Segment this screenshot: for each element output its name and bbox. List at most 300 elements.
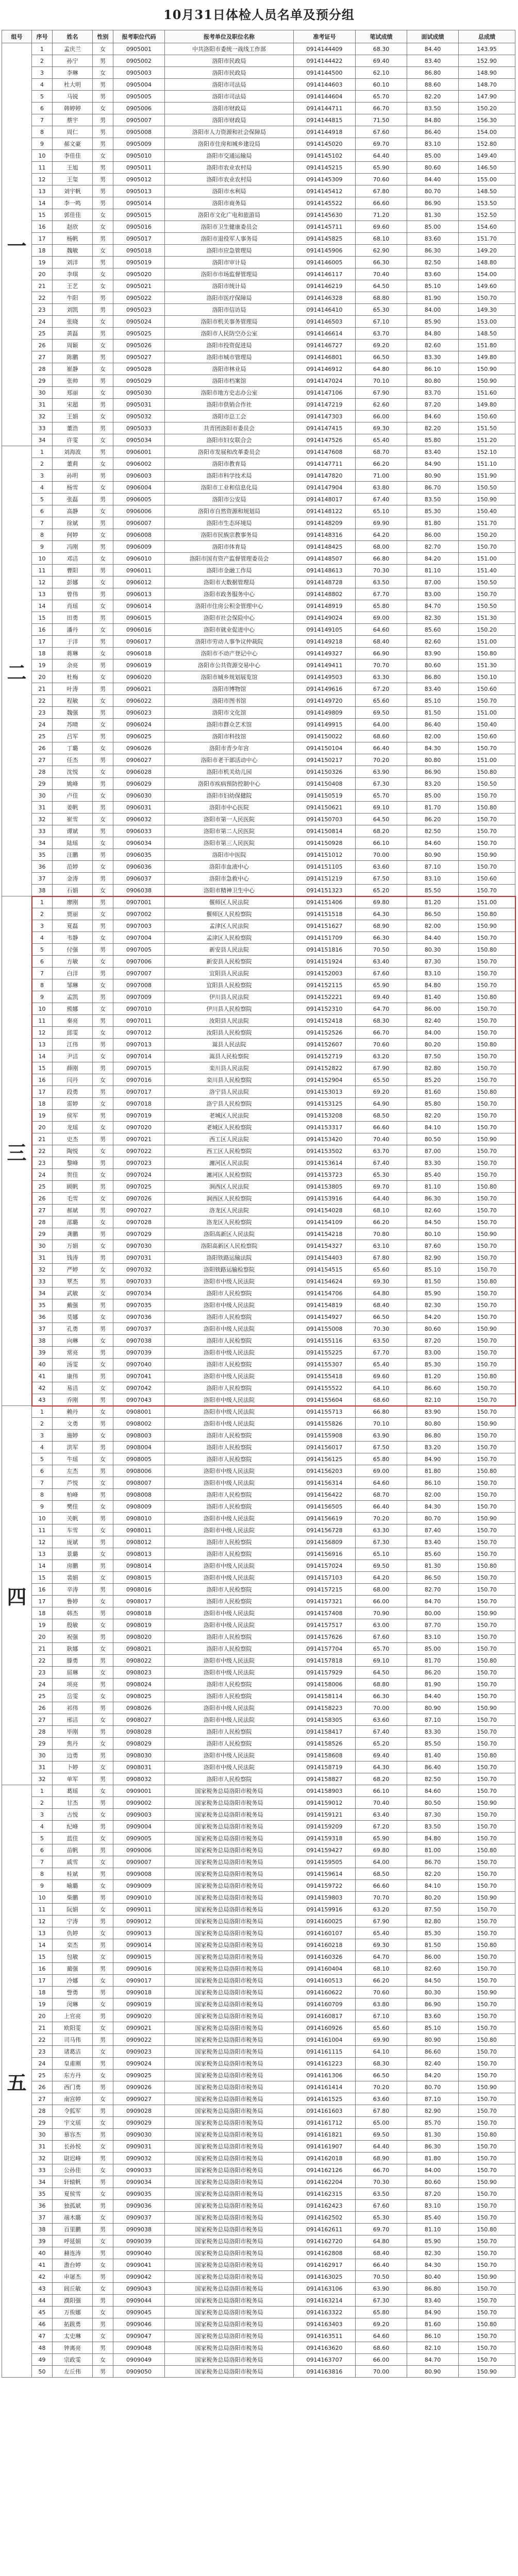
table-cell: 64.40 [356, 150, 407, 162]
table-cell: 13 [32, 1927, 53, 1939]
table-cell: 29 [32, 1738, 53, 1750]
table-cell: 150.90 [459, 1418, 515, 1430]
table-cell: 68.40 [356, 636, 407, 648]
table-row [2, 588, 515, 600]
table-row [2, 944, 515, 956]
table-cell: 70.50 [356, 2271, 407, 2283]
table-cell: 訾勇 [53, 1987, 93, 1998]
table-cell: 0914156505 [294, 1501, 356, 1513]
table-cell: 65.90 [356, 979, 407, 991]
table-cell: 85.50 [407, 885, 459, 896]
table-cell: 洛阳市信访局 [165, 304, 294, 316]
table-cell: 女 [93, 2354, 113, 2366]
table-cell: 孙明 [53, 470, 93, 482]
table-cell: 0907008 [113, 979, 165, 991]
table-cell: 150.70 [459, 979, 515, 991]
table-cell: 毛雪 [53, 1193, 93, 1205]
table-cell: 80.60 [407, 1323, 459, 1335]
table-cell: 国家税务总局洛阳市税务局 [165, 2295, 294, 2307]
table-cell: 男 [93, 778, 113, 790]
table-cell: 150.20 [459, 103, 515, 114]
table-row [2, 1548, 515, 1560]
table-cell: 国家税务总局洛阳市税务局 [165, 2153, 294, 2164]
table-cell: 0909048 [113, 2342, 165, 2354]
table-cell: 19 [32, 1619, 53, 1631]
table-cell: 64.30 [356, 1761, 407, 1773]
table-cell: 151.00 [459, 754, 515, 766]
table-cell: 0914153723 [294, 1169, 356, 1181]
table-cell: 女 [93, 577, 113, 588]
table-row [2, 648, 515, 659]
table-cell: 0914157704 [294, 1643, 356, 1655]
table-row [2, 138, 515, 150]
table-cell: 洛阳市人民检察院 [165, 1287, 294, 1299]
table-cell: 0905029 [113, 375, 165, 387]
table-cell: 82.90 [407, 2105, 459, 2117]
table-cell: 0914163106 [294, 2283, 356, 2295]
table-cell: 洛阳市农业农村局 [165, 162, 294, 174]
table-cell: 男 [93, 2342, 113, 2354]
table-cell: 150.80 [459, 648, 515, 659]
table-cell: 65.30 [356, 1169, 407, 1181]
table-cell: 0914157408 [294, 1607, 356, 1619]
table-cell: 0907010 [113, 1003, 165, 1015]
table-cell: 148.80 [459, 257, 515, 268]
table-cell: 房鹏 [53, 1560, 93, 1572]
table-cell: 0908008 [113, 1489, 165, 1501]
table-cell: 洛阳市人民检察院 [165, 1773, 294, 1785]
table-cell: 86.40 [407, 1761, 459, 1773]
table-cell: 21 [32, 1643, 53, 1655]
table-cell: 81.40 [407, 991, 459, 1003]
table-cell: 81.00 [407, 1844, 459, 1856]
table-cell: 0914153013 [294, 1086, 356, 1098]
table-cell: 洛阳市中级人民法院 [165, 1524, 294, 1536]
table-cell: 女 [93, 2022, 113, 2034]
table-cell: 63.90 [356, 1430, 407, 1442]
table-cell: 150.70 [459, 1868, 515, 1880]
table-cell: 国家税务总局洛阳市税务局 [165, 2366, 294, 2378]
table-cell: 0907030 [113, 1240, 165, 1252]
table-cell: 男 [93, 138, 113, 150]
table-cell: 150.70 [459, 1216, 515, 1228]
table-cell: 屈琳 [53, 1667, 93, 1679]
table-cell: 令狐军 [53, 2105, 93, 2117]
table-row [2, 2117, 515, 2129]
table-cell: 女 [93, 1667, 113, 1679]
table-cell: 153.50 [459, 197, 515, 209]
table-cell: 0914146614 [294, 328, 356, 340]
table-cell: 86.70 [407, 1856, 459, 1868]
table-cell: 83.40 [407, 683, 459, 695]
table-row [2, 683, 515, 695]
table-cell: 65.10 [356, 1548, 407, 1560]
table-cell: 男 [93, 2224, 113, 2235]
table-cell: 84.60 [407, 837, 459, 849]
table-cell: 82.60 [407, 1205, 459, 1216]
table-cell: 66.00 [356, 411, 407, 422]
table-cell: 洛阳市生态环境局 [165, 517, 294, 529]
table-cell: 覃杰 [53, 1276, 93, 1287]
table-cell: 洛阳市司法局 [165, 79, 294, 91]
table-cell: 65.40 [356, 1927, 407, 1939]
table-cell: 0908002 [113, 1418, 165, 1430]
table-row [2, 1631, 515, 1643]
table-row [2, 1916, 515, 1927]
table-cell: 瀍河区人民检察院 [165, 1169, 294, 1181]
table-row [2, 956, 515, 968]
table-cell: 男 [93, 1939, 113, 1951]
table-cell: 李琳 [53, 67, 93, 79]
table-cell: 87.00 [407, 577, 459, 588]
table-cell: 150.70 [459, 742, 515, 754]
table-cell: 37 [32, 2212, 53, 2224]
table-row [2, 932, 515, 944]
table-cell: 程敏 [53, 695, 93, 707]
table-cell: 男 [93, 1584, 113, 1596]
table-cell: 0914151518 [294, 908, 356, 920]
table-cell: 田勇 [53, 612, 93, 624]
table-cell: 0914146801 [294, 351, 356, 363]
table-cell: 0907023 [113, 1157, 165, 1169]
table-row [2, 825, 515, 837]
table-cell: 84.80 [407, 1833, 459, 1844]
table-cell: 82.30 [407, 612, 459, 624]
table-cell: 洛龙区人民法院 [165, 1205, 294, 1216]
table-row [2, 2046, 515, 2058]
table-cell: 男 [93, 920, 113, 932]
table-cell: 150.70 [459, 1809, 515, 1821]
table-cell: 63.80 [356, 1998, 407, 2010]
table-cell: 87.40 [407, 1524, 459, 1536]
table-cell: 0914160404 [294, 1963, 356, 1975]
table-cell: 30 [32, 2129, 53, 2141]
table-cell: 83.00 [407, 1347, 459, 1359]
table-cell: 0914158223 [294, 1702, 356, 1714]
table-cell: 150.90 [459, 1228, 515, 1240]
table-cell: 0907037 [113, 1323, 165, 1335]
table-cell: 尉迟峰 [53, 2153, 93, 2164]
table-row [2, 1335, 515, 1347]
table-cell: 150.70 [459, 2235, 515, 2247]
table-cell: 男 [93, 162, 113, 174]
table-cell: 14 [32, 1939, 53, 1951]
table-cell: 148.90 [459, 67, 515, 79]
table-row [2, 1963, 515, 1975]
table-cell: 66.80 [356, 553, 407, 565]
table-cell: 女 [93, 695, 113, 707]
table-row [2, 636, 515, 648]
table-cell: 7 [32, 517, 53, 529]
table-row [2, 2235, 515, 2247]
table-cell: 85.10 [407, 1264, 459, 1276]
table-cell: 0905011 [113, 162, 165, 174]
table-cell: 男 [93, 825, 113, 837]
table-cell: 欧阳雯 [53, 2022, 93, 2034]
table-cell: 63.50 [356, 2188, 407, 2200]
table-cell: 150.70 [459, 695, 515, 707]
table-cell: 男 [93, 944, 113, 956]
table-cell: 洛阳市人力资源和社会保障局 [165, 126, 294, 138]
table-cell: 84.70 [407, 600, 459, 612]
table-cell: 68.10 [356, 233, 407, 245]
table-cell: 赵欣 [53, 221, 93, 233]
table-row [2, 1027, 515, 1039]
table-cell: 150.60 [459, 873, 515, 885]
table-cell: 80.40 [407, 2271, 459, 2283]
table-cell: 16 [32, 1074, 53, 1086]
table-cell: 15 [32, 1572, 53, 1584]
table-cell: 35 [32, 1299, 53, 1311]
table-cell: 洛阳市人民检察院 [165, 1311, 294, 1323]
table-row [2, 908, 515, 920]
table-cell: 0914157517 [294, 1619, 356, 1631]
table-cell: 曾伟 [53, 588, 93, 600]
table-cell: 0914159427 [294, 1844, 356, 1856]
table-cell: 0908015 [113, 1572, 165, 1584]
table-cell: 涧西区人民检察院 [165, 1193, 294, 1205]
table-cell: 24 [32, 316, 53, 328]
table-cell: 0914146503 [294, 316, 356, 328]
table-cell: 0909009 [113, 1880, 165, 1892]
table-cell: 85.30 [407, 505, 459, 517]
table-cell: 150.80 [459, 908, 515, 920]
table-cell: 81.50 [407, 1939, 459, 1951]
table-cell: 男 [93, 1442, 113, 1453]
column-header: 准考证号 [294, 30, 356, 43]
table-cell: 0914147106 [294, 387, 356, 399]
table-cell: 洛阳市人民检察院 [165, 1726, 294, 1738]
table-cell: 男 [93, 802, 113, 814]
table-cell: 150.70 [459, 1335, 515, 1347]
table-cell: 69.20 [356, 1086, 407, 1098]
table-cell: 11 [32, 1904, 53, 1916]
table-cell: 0905021 [113, 280, 165, 292]
table-cell: 70.60 [356, 174, 407, 185]
table-cell: 洛阳市发展和改革委员会 [165, 446, 294, 458]
table-cell: 0908024 [113, 1679, 165, 1690]
table-row [2, 245, 515, 257]
table-row [2, 1643, 515, 1655]
table-cell: 女 [93, 387, 113, 399]
table-cell: 国家税务总局洛阳市税务局 [165, 2247, 294, 2259]
table-cell: 150.70 [459, 1157, 515, 1169]
table-cell: 150.70 [459, 1003, 515, 1015]
table-cell: 69.70 [356, 2224, 407, 2235]
table-row [2, 2366, 515, 2378]
table-cell: 0909041 [113, 2259, 165, 2271]
table-cell: 女 [93, 1216, 113, 1228]
table-cell: 0914144603 [294, 79, 356, 91]
table-cell: 洛阳市公安局 [165, 494, 294, 505]
table-cell: 68.30 [356, 2058, 407, 2070]
table-cell: 24 [32, 2058, 53, 2070]
table-cell: 66.40 [356, 742, 407, 754]
table-cell: 66.10 [356, 1785, 407, 1797]
table-cell: 62.60 [356, 399, 407, 411]
table-row [2, 778, 515, 790]
table-cell: 洛阳市住房和城乡建设局 [165, 138, 294, 150]
table-cell: 洛阳市图书馆 [165, 695, 294, 707]
table-cell: 武敏 [53, 1287, 93, 1299]
table-cell: 49 [32, 2354, 53, 2366]
table-cell: 0914152221 [294, 991, 356, 1003]
table-cell: 轩辕帆 [53, 2176, 93, 2188]
table-cell: 洛阳市自然资源和规划局 [165, 505, 294, 517]
table-cell: 古悦 [53, 1809, 93, 1821]
table-row [2, 885, 515, 896]
table-cell: 男 [93, 1205, 113, 1216]
table-row [2, 541, 515, 553]
table-cell: 16 [32, 1584, 53, 1596]
table-cell: 0914154819 [294, 1299, 356, 1311]
table-cell: 66.60 [356, 1880, 407, 1892]
table-cell: 0914145522 [294, 197, 356, 209]
table-cell: 0906032 [113, 814, 165, 825]
table-cell: 王艺 [53, 280, 93, 292]
table-cell: 21 [32, 2022, 53, 2034]
table-cell: 0905025 [113, 328, 165, 340]
table-cell: 0914159121 [294, 1809, 356, 1821]
table-cell: 83.30 [407, 1157, 459, 1169]
table-cell: 87.20 [407, 399, 459, 411]
table-cell: 30 [32, 387, 53, 399]
table-cell: 29 [32, 1228, 53, 1240]
table-cell: 84.60 [407, 1785, 459, 1797]
table-row [2, 399, 515, 411]
table-cell: 0914152904 [294, 1074, 356, 1086]
table-cell: 杨帆 [53, 233, 93, 245]
table-cell: 0908009 [113, 1501, 165, 1513]
table-cell: 男 [93, 1157, 113, 1169]
table-cell: 38 [32, 1335, 53, 1347]
table-cell: 0914153916 [294, 1193, 356, 1205]
table-cell: 女 [93, 2070, 113, 2081]
table-row [2, 1003, 515, 1015]
table-cell: 64.80 [356, 2235, 407, 2247]
table-cell: 81.50 [407, 1276, 459, 1287]
table-cell: 0908012 [113, 1536, 165, 1548]
table-row [2, 849, 515, 861]
table-cell: 43 [32, 2283, 53, 2295]
table-cell: 黎峰 [53, 1157, 93, 1169]
table-cell: 0914159614 [294, 1868, 356, 1880]
table-cell: 0914146219 [294, 280, 356, 292]
table-cell: 16 [32, 221, 53, 233]
table-row [2, 185, 515, 197]
table-cell: 邵璐 [53, 1216, 93, 1228]
table-cell: 12 [32, 1916, 53, 1927]
table-cell: 洛阳市中级人民法院 [165, 1299, 294, 1311]
table-cell: 男 [93, 2081, 113, 2093]
table-row [2, 600, 515, 612]
table-cell: 女 [93, 458, 113, 470]
table-cell: 洛阳市急救中心 [165, 873, 294, 885]
table-cell: 151.00 [459, 553, 515, 565]
table-cell: 66.30 [356, 1690, 407, 1702]
table-cell: 0914152418 [294, 1015, 356, 1027]
table-cell: 0905031 [113, 399, 165, 411]
table-cell: 女 [93, 1453, 113, 1465]
table-cell: 150.40 [459, 505, 515, 517]
table-cell: 孟凯 [53, 991, 93, 1003]
table-cell: 85.00 [407, 1643, 459, 1655]
table-row [2, 363, 515, 375]
table-cell: 国家税务总局洛阳市税务局 [165, 1785, 294, 1797]
table-cell: 0914152003 [294, 968, 356, 979]
table-cell: 偃师区人民法院 [165, 896, 294, 908]
table-cell: 高静 [53, 505, 93, 517]
table-cell: 洛阳市群众艺术馆 [165, 719, 294, 731]
table-cell: 0909029 [113, 2117, 165, 2129]
table-cell: 0914144604 [294, 91, 356, 103]
table-cell: 42 [32, 2271, 53, 2283]
table-cell: 27 [32, 1205, 53, 1216]
table-cell: 83.60 [407, 233, 459, 245]
table-cell: 国家税务总局洛阳市税务局 [165, 1951, 294, 1963]
table-cell: 20 [32, 671, 53, 683]
table-row [2, 1074, 515, 1086]
table-cell: 69.50 [356, 2129, 407, 2141]
table-cell: 0914147024 [294, 375, 356, 387]
table-row [2, 2093, 515, 2105]
table-cell: 姚峰 [53, 778, 93, 790]
table-row [2, 1987, 515, 1998]
table-cell: 86.80 [407, 1430, 459, 1442]
table-cell: 男 [93, 2105, 113, 2117]
table-cell: 女 [93, 1264, 113, 1276]
table-cell: 84.80 [407, 328, 459, 340]
table-cell: 钟离亮 [53, 2342, 93, 2354]
table-cell: 0905007 [113, 114, 165, 126]
table-cell: 女 [93, 1833, 113, 1844]
table-cell: 66.90 [356, 648, 407, 659]
table-cell: 7 [32, 114, 53, 126]
table-cell: 9 [32, 991, 53, 1003]
table-cell: 国家税务总局洛阳市税务局 [165, 2081, 294, 2093]
table-cell: 69.70 [356, 138, 407, 150]
table-cell: 81.20 [407, 896, 459, 908]
table-cell: 肖瑶 [53, 600, 93, 612]
table-cell: 樊佳 [53, 1501, 93, 1513]
table-row [2, 1619, 515, 1631]
table-cell: 150.90 [459, 363, 515, 375]
table-cell: 邱雯 [53, 1027, 93, 1039]
table-cell: 男 [93, 636, 113, 648]
group-label: 一 [2, 43, 32, 446]
table-cell: 0909017 [113, 1975, 165, 1987]
table-cell: 0909050 [113, 2366, 165, 2378]
table-cell: 闫丹 [53, 1074, 93, 1086]
table-cell: 150.70 [459, 1927, 515, 1939]
table-cell: 谭斌 [53, 825, 93, 837]
table-cell: 偃师区人民检察院 [165, 908, 294, 920]
table-cell: 洛阳市中心医院 [165, 802, 294, 814]
table-cell: 郭佳佳 [53, 209, 93, 221]
table-cell: 84.70 [407, 2354, 459, 2366]
table-row [2, 1785, 515, 1797]
table-cell: 70.30 [356, 2176, 407, 2188]
table-cell: 女 [93, 1927, 113, 1939]
table-cell: 0914148316 [294, 529, 356, 541]
table-cell: 86.80 [407, 671, 459, 683]
table-cell: 女 [93, 1359, 113, 1370]
table-cell: 洛阳市中级人民法院 [165, 1406, 294, 1418]
table-cell: 洛阳市妇女联合会 [165, 434, 294, 446]
table-row [2, 2022, 515, 2034]
table-cell: 70.10 [356, 1418, 407, 1430]
table-cell: 女 [93, 67, 113, 79]
